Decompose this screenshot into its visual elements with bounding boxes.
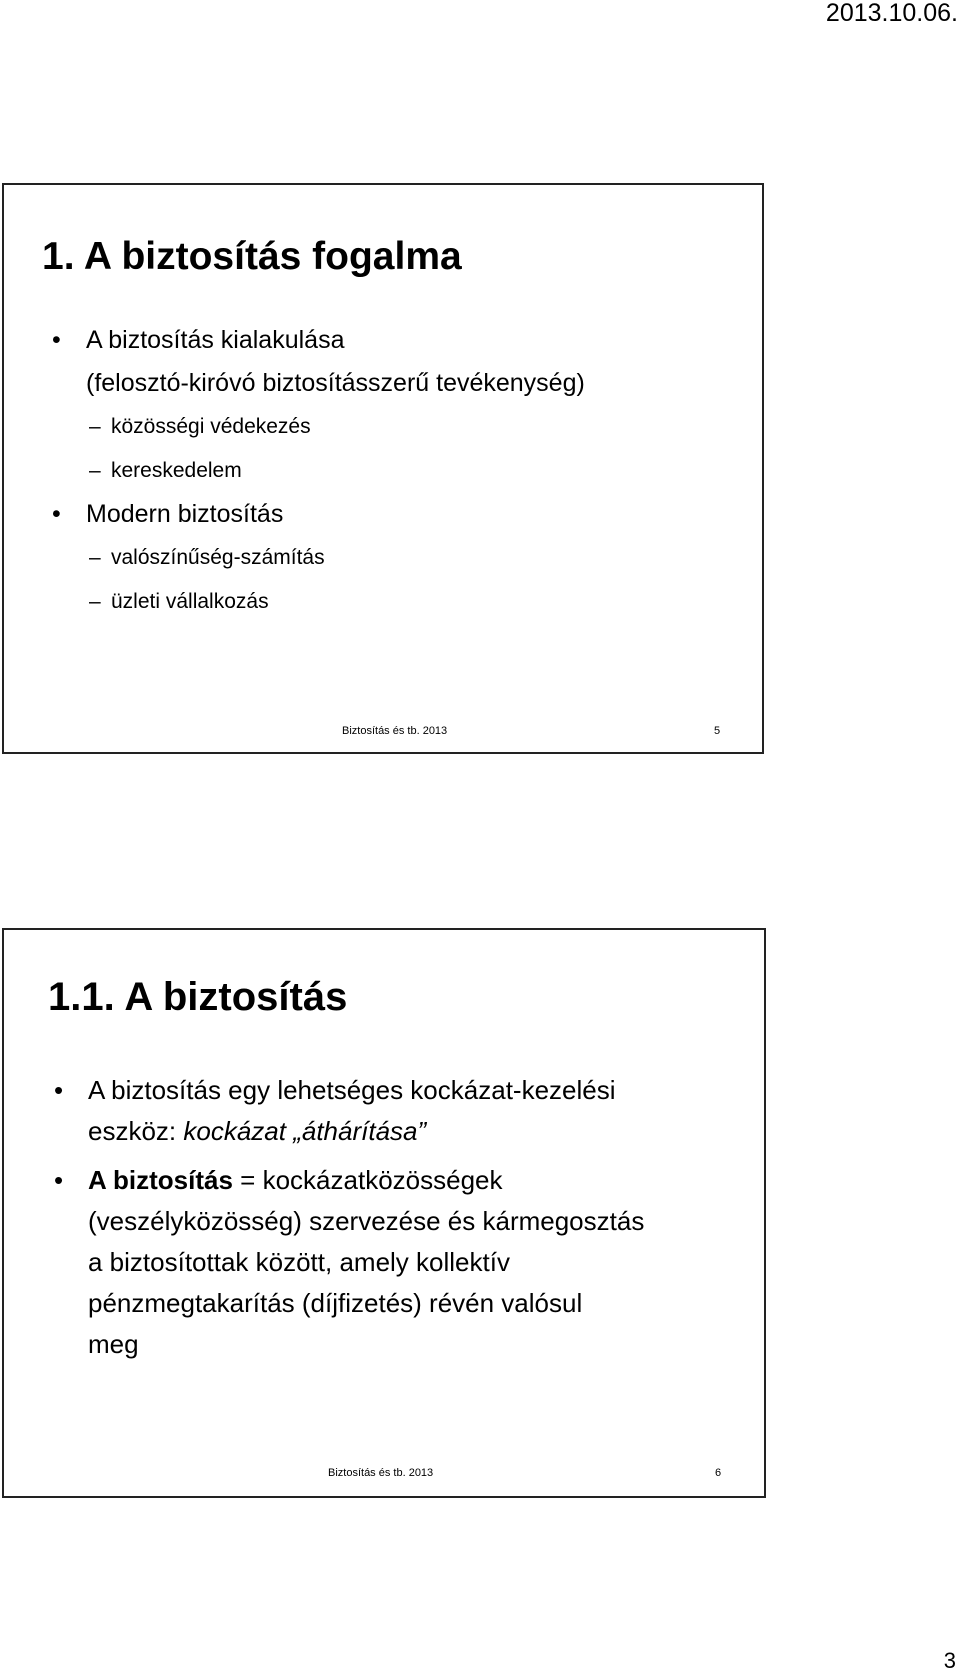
- bullet-item: [46, 319, 746, 405]
- slide-number: 6: [715, 1467, 722, 1479]
- bullet-text: A biztosítás egy lehetséges kockázat-kezelési: [88, 1075, 616, 1105]
- bullet-item: [48, 1070, 748, 1152]
- bullet-text-continued: a biztosítottak között, amely kollektív: [88, 1247, 510, 1277]
- sub-bullet-item: – valószínűség-számítás: [46, 536, 746, 580]
- bullet-list: [46, 319, 746, 624]
- page-number: 3: [943, 1648, 956, 1673]
- slide-6: [2, 928, 766, 1498]
- slide-footer-text: Biztosítás és tb. 2013: [342, 725, 448, 737]
- bullet-text-continued: meg: [88, 1329, 139, 1359]
- slide-footer-text: Biztosítás és tb. 2013: [328, 1467, 434, 1479]
- bullet-text-continued: (veszélyközösség) szervezése és kármegosztás: [88, 1206, 645, 1236]
- bullet-text-continued: (felosztó-kiróvó biztosításszerű tevékenység): [86, 369, 585, 397]
- page-date: 2013.10.06.: [825, 0, 958, 27]
- sub-bullet-item: – üzleti vállalkozás: [46, 580, 746, 624]
- bullet-text: A biztosítás kialakulása: [86, 326, 345, 354]
- slide-title: 1.1. A biztosítás: [48, 975, 348, 1019]
- bullet-text: = kockázatközösségek: [232, 1165, 503, 1195]
- sub-bullet-item: – kereskedelem: [46, 449, 746, 493]
- bullet-list: [48, 1070, 748, 1373]
- slide-number: 5: [714, 725, 721, 737]
- bullet-text-emphasis: kockázat „áthárítása”: [183, 1116, 427, 1146]
- bullet-text-continued: pénzmegtakarítás (díjfizetés) révén valósul: [88, 1288, 583, 1318]
- bullet-text-bold: A biztosítás: [88, 1165, 233, 1195]
- slide-title: 1. A biztosítás fogalma: [42, 235, 462, 278]
- slide-5: [2, 183, 764, 754]
- bullet-item: • Modern biztosítás: [46, 493, 746, 536]
- bullet-item: [48, 1160, 748, 1365]
- bullet-text-prefix: eszköz:: [88, 1116, 184, 1146]
- sub-bullet-item: – közösségi védekezés: [46, 405, 746, 449]
